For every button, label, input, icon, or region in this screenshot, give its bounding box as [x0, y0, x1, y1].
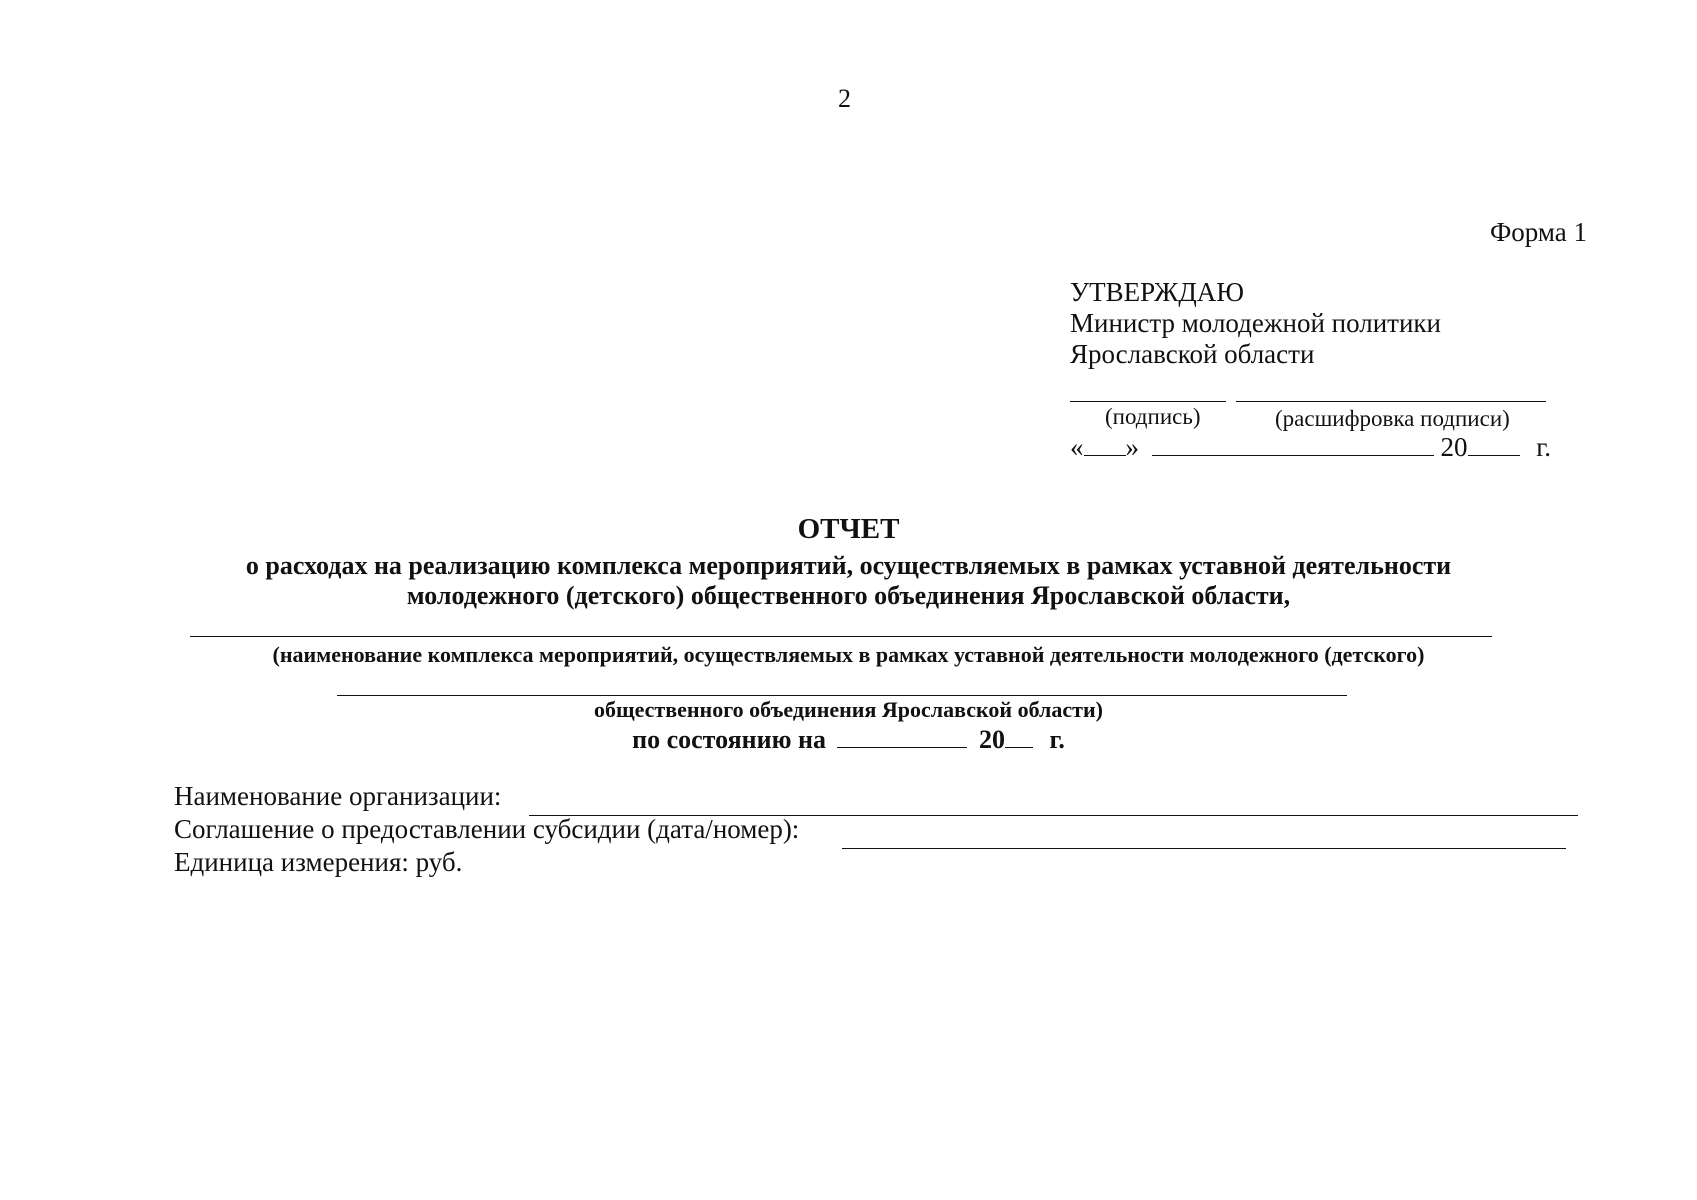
date-year-prefix: 20	[1440, 432, 1468, 462]
date-year-suffix: г.	[1536, 432, 1552, 462]
complex-name-caption-line-1: (наименование комплекса мероприятий, осуществляемых в рамках уставной деятельности молодежного (детского)	[272, 642, 1425, 667]
complex-name-fill-line-1	[190, 636, 1492, 637]
organization-label: Наименование организации:	[174, 781, 502, 811]
page-number: 2	[838, 84, 851, 113]
as-of-date-blank	[837, 725, 967, 748]
date-close-quote: »	[1125, 432, 1139, 462]
complex-name-fill-line-2	[337, 695, 1347, 696]
approval-heading: УТВЕРЖДАЮ	[1070, 277, 1245, 307]
approval-date-row	[1070, 432, 1551, 463]
as-of-date-row	[0, 725, 1697, 755]
approval-region-line: Ярославской области	[1070, 339, 1315, 369]
report-subtitle-line-1: о расходах на реализацию комплекса мероприятий, осуществляемых в рамках уставной деятельности	[245, 551, 1452, 580]
agreement-fill-line	[842, 848, 1566, 849]
approval-block	[1070, 277, 1441, 370]
agreement-label: Соглашение о предоставлении субсидии (дата/номер):	[174, 814, 800, 844]
complex-name-caption-line-2: общественного объединения Ярославской области)	[594, 697, 1103, 722]
signature-line	[1070, 401, 1226, 402]
date-open-quote: «	[1070, 432, 1084, 462]
month-blank	[1152, 433, 1434, 456]
form-label: Форма 1	[1489, 217, 1587, 247]
as-of-suffix: г.	[1049, 725, 1065, 754]
signature-decode-caption: (расшифровка подписи)	[1275, 406, 1510, 431]
as-of-year-blank	[1005, 725, 1033, 748]
report-title: ОТЧЕТ	[797, 513, 900, 545]
signature-decode-line	[1236, 401, 1546, 402]
report-subtitle-line-2: молодежного (детского) общественного объединения Ярославской области,	[406, 581, 1291, 610]
signature-caption: (подпись)	[1105, 404, 1201, 429]
as-of-prefix: по состоянию на	[632, 725, 826, 754]
approval-position-line: Министр молодежной политики	[1070, 308, 1441, 338]
year-blank	[1468, 433, 1520, 456]
day-blank	[1084, 433, 1126, 456]
as-of-year: 20	[979, 725, 1005, 754]
unit-label: Единица измерения: руб.	[174, 847, 463, 877]
